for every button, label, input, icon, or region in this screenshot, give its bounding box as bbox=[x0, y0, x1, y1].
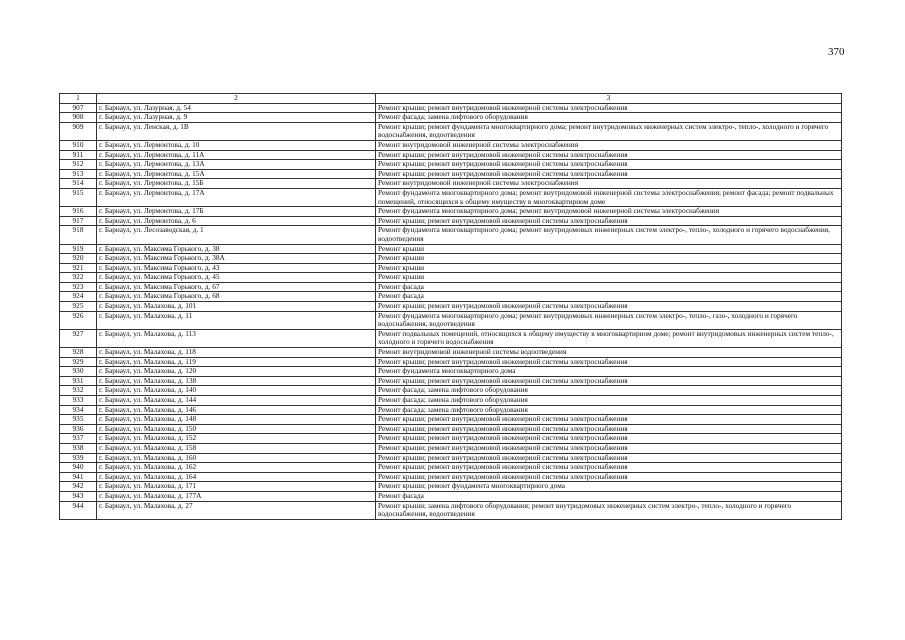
address: г. Барнаул, ул. Малахова, д. 144 bbox=[97, 396, 376, 406]
row-number: 941 bbox=[60, 472, 97, 482]
table-row bbox=[60, 169, 842, 179]
table-row bbox=[60, 424, 842, 434]
address: г. Барнаул, ул. Малахова, д. 120 bbox=[97, 367, 376, 377]
table-row bbox=[60, 207, 842, 217]
page-number: 370 bbox=[828, 46, 845, 58]
row-number: 932 bbox=[60, 386, 97, 396]
table-row bbox=[60, 244, 842, 254]
address: г. Барнаул, ул. Лермонтова, д. 13А bbox=[97, 160, 376, 170]
address: г. Барнаул, ул. Малахова, д. 160 bbox=[97, 453, 376, 463]
row-number: 916 bbox=[60, 207, 97, 217]
row-number: 944 bbox=[60, 501, 97, 519]
address: г. Барнаул, ул. Максима Горького, д. 67 bbox=[97, 282, 376, 292]
address: г. Барнаул, ул. Максима Горького, д. 68 bbox=[97, 292, 376, 302]
work-types: Ремонт фундамента многоквартирного дома; ремонт внутридомовой инженерной системы электроснабжения; ремонт фасада; ремонт подвальных помещений, относящихся к общему имуществу в многоквартирном доме bbox=[376, 188, 842, 206]
row-number: 922 bbox=[60, 273, 97, 283]
table-row bbox=[60, 405, 842, 415]
table-header-row bbox=[60, 94, 842, 104]
work-types: Ремонт фасада; замена лифтового оборудования bbox=[376, 113, 842, 123]
work-types: Ремонт крыши; ремонт внутридомовой инженерной системы электроснабжения bbox=[376, 415, 842, 425]
table-row bbox=[60, 472, 842, 482]
table-row bbox=[60, 179, 842, 189]
address: г. Барнаул, ул. Малахова, д. 11 bbox=[97, 311, 376, 329]
table-row bbox=[60, 140, 842, 150]
row-number: 907 bbox=[60, 103, 97, 113]
work-types: Ремонт крыши; ремонт внутридомовой инженерной системы электроснабжения bbox=[376, 169, 842, 179]
table-row bbox=[60, 160, 842, 170]
address: г. Барнаул, ул. Лермонтова, д. 11А bbox=[97, 150, 376, 160]
work-types: Ремонт крыши; ремонт фундамента многоквартирного дома bbox=[376, 482, 842, 492]
work-types: Ремонт внутридомовой инженерной системы электроснабжения bbox=[376, 179, 842, 189]
row-number: 939 bbox=[60, 453, 97, 463]
address: г. Барнаул, ул. Лесозаводская, д. 1 bbox=[97, 226, 376, 244]
work-types: Ремонт крыши; замена лифтового оборудования; ремонт внутридомовых инженерных систем электро-, тепло-, холодного и горячего водоснабжения, водоотведения bbox=[376, 501, 842, 519]
table-row bbox=[60, 254, 842, 264]
row-number: 931 bbox=[60, 376, 97, 386]
header-cell-3: 3 bbox=[376, 94, 842, 104]
work-types: Ремонт крыши; ремонт внутридомовой инженерной системы электроснабжения bbox=[376, 463, 842, 473]
address: г. Барнаул, ул. Малахова, д. 138 bbox=[97, 376, 376, 386]
address: г. Барнаул, ул. Лазурная, д. 54 bbox=[97, 103, 376, 113]
table-row bbox=[60, 103, 842, 113]
table-row bbox=[60, 311, 842, 329]
work-types: Ремонт крыши; ремонт внутридомовой инженерной системы электроснабжения bbox=[376, 453, 842, 463]
row-number: 917 bbox=[60, 216, 97, 226]
table-row bbox=[60, 273, 842, 283]
row-number: 926 bbox=[60, 311, 97, 329]
address: г. Барнаул, ул. Лермонтова, д. 17Б bbox=[97, 207, 376, 217]
table-body bbox=[60, 94, 842, 520]
table-row bbox=[60, 357, 842, 367]
row-number: 935 bbox=[60, 415, 97, 425]
work-types: Ремонт фасада; замена лифтового оборудования bbox=[376, 396, 842, 406]
work-types: Ремонт фундамента многоквартирного дома; ремонт внутридомовых инженерных систем электро-, тепло-, холодного и горячего водоснабжения, водоотведения bbox=[376, 226, 842, 244]
address: г. Барнаул, ул. Малахова, д. 119 bbox=[97, 357, 376, 367]
work-types: Ремонт фасада bbox=[376, 292, 842, 302]
row-number: 914 bbox=[60, 179, 97, 189]
repair-table bbox=[59, 93, 842, 520]
address: г. Барнаул, ул. Ленская, д. 1В bbox=[97, 122, 376, 140]
address: г. Барнаул, ул. Малахова, д. 152 bbox=[97, 434, 376, 444]
row-number: 913 bbox=[60, 169, 97, 179]
address: г. Барнаул, ул. Максима Горького, д. 45 bbox=[97, 273, 376, 283]
work-types: Ремонт подвальных помещений, относящихся к общему имуществу в многоквартирном доме; ремонт внутридомовых инженерных систем тепло-, холодного и горячего водоснабжения bbox=[376, 329, 842, 347]
row-number: 928 bbox=[60, 348, 97, 358]
address: г. Барнаул, ул. Малахова, д. 150 bbox=[97, 424, 376, 434]
work-types: Ремонт фундамента многоквартирного дома; ремонт внутридомовой инженерной системы электроснабжения bbox=[376, 207, 842, 217]
table-row bbox=[60, 491, 842, 501]
address: г. Барнаул, ул. Малахова, д. 158 bbox=[97, 443, 376, 453]
work-types: Ремонт крыши; ремонт внутридомовой инженерной системы электроснабжения bbox=[376, 103, 842, 113]
work-types: Ремонт крыши; ремонт внутридомовой инженерной системы электроснабжения bbox=[376, 160, 842, 170]
row-number: 910 bbox=[60, 140, 97, 150]
address: г. Барнаул, ул. Лермонтова, д. 6 bbox=[97, 216, 376, 226]
address: г. Барнаул, ул. Малахова, д. 148 bbox=[97, 415, 376, 425]
address: г. Барнаул, ул. Максима Горького, д. 43 bbox=[97, 263, 376, 273]
table-row bbox=[60, 292, 842, 302]
row-number: 940 bbox=[60, 463, 97, 473]
work-types: Ремонт фундамента многоквартирного дома; ремонт внутридомовых инженерных систем электро-, тепло-, газо-, холодного и горячего водоснабжения, водоотведения bbox=[376, 311, 842, 329]
table-row bbox=[60, 415, 842, 425]
address: г. Барнаул, ул. Лазурная, д. 9 bbox=[97, 113, 376, 123]
row-number: 924 bbox=[60, 292, 97, 302]
row-number: 942 bbox=[60, 482, 97, 492]
address: г. Барнаул, ул. Максима Горького, д. 38А bbox=[97, 254, 376, 264]
header-cell-1: 1 bbox=[60, 94, 97, 104]
table-row bbox=[60, 150, 842, 160]
table-row bbox=[60, 263, 842, 273]
table-row bbox=[60, 386, 842, 396]
work-types: Ремонт крыши bbox=[376, 254, 842, 264]
work-types: Ремонт крыши; ремонт внутридомовой инженерной системы электроснабжения bbox=[376, 472, 842, 482]
table-row bbox=[60, 453, 842, 463]
row-number: 912 bbox=[60, 160, 97, 170]
row-number: 929 bbox=[60, 357, 97, 367]
header-cell-2: 2 bbox=[97, 94, 376, 104]
row-number: 915 bbox=[60, 188, 97, 206]
table-row bbox=[60, 226, 842, 244]
table-row bbox=[60, 434, 842, 444]
table-row bbox=[60, 348, 842, 358]
row-number: 921 bbox=[60, 263, 97, 273]
address: г. Барнаул, ул. Малахова, д. 118 bbox=[97, 348, 376, 358]
work-types: Ремонт крыши; ремонт внутридомовой инженерной системы электроснабжения bbox=[376, 376, 842, 386]
table-row bbox=[60, 282, 842, 292]
work-types: Ремонт крыши; ремонт внутридомовой инженерной системы электроснабжения bbox=[376, 150, 842, 160]
row-number: 909 bbox=[60, 122, 97, 140]
work-types: Ремонт крыши; ремонт внутридомовой инженерной системы электроснабжения bbox=[376, 357, 842, 367]
row-number: 927 bbox=[60, 329, 97, 347]
work-types: Ремонт крыши bbox=[376, 273, 842, 283]
address: г. Барнаул, ул. Малахова, д. 113 bbox=[97, 329, 376, 347]
table-row bbox=[60, 329, 842, 347]
work-types: Ремонт крыши bbox=[376, 263, 842, 273]
address: г. Барнаул, ул. Малахова, д. 164 bbox=[97, 472, 376, 482]
row-number: 934 bbox=[60, 405, 97, 415]
table-row bbox=[60, 482, 842, 492]
table-row bbox=[60, 376, 842, 386]
row-number: 919 bbox=[60, 244, 97, 254]
table-row bbox=[60, 302, 842, 312]
work-types: Ремонт крыши; ремонт внутридомовой инженерной системы электроснабжения bbox=[376, 443, 842, 453]
work-types: Ремонт внутридомовой инженерной системы водоотведения bbox=[376, 348, 842, 358]
table-row bbox=[60, 501, 842, 519]
work-types: Ремонт фасада bbox=[376, 491, 842, 501]
work-types: Ремонт фасада; замена лифтового оборудования bbox=[376, 386, 842, 396]
table-row bbox=[60, 443, 842, 453]
address: г. Барнаул, ул. Малахова, д. 171 bbox=[97, 482, 376, 492]
work-types: Ремонт крыши; ремонт внутридомовой инженерной системы электроснабжения bbox=[376, 434, 842, 444]
work-types: Ремонт фасада bbox=[376, 282, 842, 292]
address: г. Барнаул, ул. Лермонтова, д. 10 bbox=[97, 140, 376, 150]
address: г. Барнаул, ул. Лермонтова, д. 17А bbox=[97, 188, 376, 206]
work-types: Ремонт крыши; ремонт внутридомовой инженерной системы электроснабжения bbox=[376, 302, 842, 312]
table-row bbox=[60, 216, 842, 226]
address: г. Барнаул, ул. Максима Горького, д. 38 bbox=[97, 244, 376, 254]
row-number: 908 bbox=[60, 113, 97, 123]
row-number: 933 bbox=[60, 396, 97, 406]
table-row bbox=[60, 463, 842, 473]
work-types: Ремонт крыши; ремонт внутридомовой инженерной системы электроснабжения bbox=[376, 216, 842, 226]
table-row bbox=[60, 367, 842, 377]
table-row bbox=[60, 113, 842, 123]
work-types: Ремонт крыши; ремонт фундамента многоквартирного дома; ремонт внутридомовых инженерных систем электро-, тепло-, холодного и горячего водоснабжения, водоотведения bbox=[376, 122, 842, 140]
row-number: 920 bbox=[60, 254, 97, 264]
row-number: 925 bbox=[60, 302, 97, 312]
address: г. Барнаул, ул. Малахова, д. 101 bbox=[97, 302, 376, 312]
address: г. Барнаул, ул. Лермонтова, д. 15Б bbox=[97, 179, 376, 189]
work-types: Ремонт фасада; замена лифтового оборудования bbox=[376, 405, 842, 415]
address: г. Барнаул, ул. Лермонтова, д. 15А bbox=[97, 169, 376, 179]
row-number: 930 bbox=[60, 367, 97, 377]
row-number: 943 bbox=[60, 491, 97, 501]
row-number: 911 bbox=[60, 150, 97, 160]
table-row bbox=[60, 188, 842, 206]
row-number: 938 bbox=[60, 443, 97, 453]
work-types: Ремонт внутридомовой инженерной системы электроснабжения bbox=[376, 140, 842, 150]
address: г. Барнаул, ул. Малахова, д. 140 bbox=[97, 386, 376, 396]
address: г. Барнаул, ул. Малахова, д. 27 bbox=[97, 501, 376, 519]
row-number: 923 bbox=[60, 282, 97, 292]
row-number: 937 bbox=[60, 434, 97, 444]
work-types: Ремонт крыши; ремонт внутридомовой инженерной системы электроснабжения bbox=[376, 424, 842, 434]
row-number: 936 bbox=[60, 424, 97, 434]
address: г. Барнаул, ул. Малахова, д. 177А bbox=[97, 491, 376, 501]
address: г. Барнаул, ул. Малахова, д. 162 bbox=[97, 463, 376, 473]
work-types: Ремонт крыши bbox=[376, 244, 842, 254]
row-number: 918 bbox=[60, 226, 97, 244]
table-row bbox=[60, 122, 842, 140]
table-row bbox=[60, 396, 842, 406]
work-types: Ремонт фундамента многоквартирного дома bbox=[376, 367, 842, 377]
address: г. Барнаул, ул. Малахова, д. 146 bbox=[97, 405, 376, 415]
